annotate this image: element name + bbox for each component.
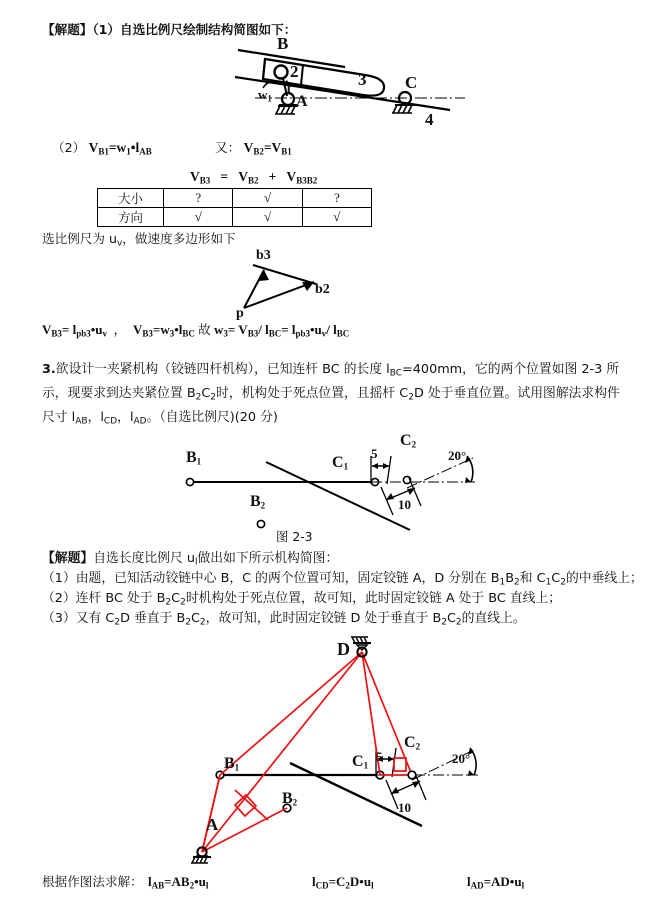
s1s4: 2 <box>560 577 566 588</box>
joint-B2 <box>257 520 264 527</box>
s1c: 和 C <box>519 571 546 586</box>
velocity-table <box>97 188 372 227</box>
ans2-rhs: =C <box>328 874 346 889</box>
label-A: A <box>296 93 308 110</box>
ans1-lhs-sub: AB <box>151 880 165 891</box>
figure-2-3-caption: 图 2-3 <box>276 529 313 544</box>
scale-note-head: 选比例尺为 u <box>42 231 117 246</box>
fig23-label-B1 <box>186 448 201 471</box>
big-C2-letter: C <box>404 734 416 751</box>
label-p: p <box>236 306 244 321</box>
problem-line1-tail: =400mm，它的两个位置如图 2-3 所示，现 <box>42 362 620 401</box>
angle-arc-arrow-bottom-big <box>468 770 474 776</box>
solution-head-label: 【解题】 <box>42 551 94 566</box>
problem-3-statement <box>42 360 632 431</box>
extline-10-left <box>381 487 393 515</box>
s3d: ，故可知，此时固定铰链 D 处于垂直于 B <box>205 611 442 626</box>
big-B2-letter: B <box>282 790 293 807</box>
big-dim-5: 5 <box>376 749 383 764</box>
cell-direction-3: √ <box>302 208 371 227</box>
p3-sub6: AD <box>133 415 147 426</box>
red-line-D-A <box>202 652 362 852</box>
ans1-tail-sub: l <box>205 880 209 891</box>
big-C1-sub: 1 <box>363 760 369 771</box>
solution-head-b: 做出如下所示机构简图： <box>197 551 339 566</box>
fig23-C1-letter: C <box>332 454 344 471</box>
label-b3: b3 <box>256 248 271 263</box>
s3s5: 2 <box>455 617 462 628</box>
label-link-1: 1 <box>285 82 292 97</box>
label-b2: b2 <box>315 282 330 297</box>
big-label-B2 <box>282 789 297 812</box>
velocity-polygon <box>228 248 378 316</box>
big-label-D: D <box>337 639 350 659</box>
dim5-arrow-left <box>372 463 378 469</box>
pivot-C-ground <box>392 105 415 113</box>
s1s3: 1 <box>545 577 552 588</box>
big-B1-letter: B <box>224 755 235 772</box>
answer-lcd <box>312 872 374 895</box>
fig23-C2-letter: C <box>400 432 412 449</box>
s1e: 的中垂线上； <box>565 571 643 586</box>
row-label-magnitude: 大小 <box>98 189 164 208</box>
eq-index: （2） <box>52 140 86 155</box>
equation-3: $V_{B3}=$ $l_{pb3}•u_v$ ， $V_{B3}=w_3•l_{BC}$ 故 $w_3= V_{B3}/$ $l_{BC}=$ $l_{pb3}•u_v/$ $l_{BC}$ <box>42 322 350 339</box>
p3-sub5: CD <box>103 415 118 426</box>
velocity-table-body <box>98 189 372 227</box>
fig23-B2-sub: 2 <box>260 500 266 511</box>
problem-line3a: l <box>100 409 104 425</box>
extline-10-left-big <box>386 780 398 809</box>
ans3-lhs: l <box>467 874 471 889</box>
dim5-arrow-right-big <box>388 756 394 762</box>
fig23-dim-10: 10 <box>398 497 411 512</box>
ans2-rhs-sub: 2 <box>345 880 350 891</box>
cell-direction-2: √ <box>233 208 302 227</box>
label-omega <box>258 85 272 108</box>
ans1-rhs: =AB <box>164 874 190 889</box>
p3-sub2: 2 <box>210 392 217 402</box>
scale-note <box>42 229 236 253</box>
answer-lad <box>467 872 524 895</box>
fig23-label-C1 <box>332 453 348 476</box>
big-label-A: A <box>206 815 219 834</box>
cell-magnitude-1: ? <box>164 189 233 208</box>
ans3-rhs: =AD•u <box>483 874 522 889</box>
s1s2: 2 <box>514 577 520 588</box>
table-row <box>98 208 372 227</box>
p3-sub4: AB <box>75 415 88 426</box>
angle-arc-arrow-bottom <box>465 477 471 483</box>
label-C: C <box>405 73 418 92</box>
label-B: B <box>277 34 289 53</box>
fig23-C1-sub: 1 <box>343 461 349 472</box>
s3s3: 2 <box>199 617 206 628</box>
s3s2: 2 <box>185 617 191 628</box>
big-dim-10: 10 <box>398 800 411 815</box>
omega-subscript: 1 <box>267 93 272 104</box>
problem-line2b: C <box>201 385 211 401</box>
problem-line1: 欲设计一夹紧机构（铰链四杆机构），已知连杆 BC 的长度 l <box>55 362 390 377</box>
s2a: （2）连杆 BC 处于 B <box>42 591 166 606</box>
big-label-C2 <box>404 733 420 756</box>
block-divider <box>301 65 303 85</box>
vector-p-b2 <box>244 282 314 308</box>
red-right-angle-marker-C <box>394 758 406 771</box>
ans2-lhs: l <box>312 874 316 889</box>
cell-magnitude-2: √ <box>233 189 302 208</box>
ans1-tail: •u <box>194 874 206 889</box>
problem-line2e: ， <box>87 409 101 425</box>
s1s1: 1 <box>499 577 506 588</box>
ans1-rhs-sub: 2 <box>189 880 195 891</box>
big-label-C1 <box>352 752 368 775</box>
answer-lab <box>148 872 208 895</box>
s2s1: 2 <box>165 597 172 608</box>
fig23-label-C2 <box>400 431 416 454</box>
fig23-B1-sub: 1 <box>196 456 202 467</box>
s3f: 的直线上。 <box>461 611 526 626</box>
ans2-tail: D•u <box>349 874 372 889</box>
extline-5-right <box>387 456 391 484</box>
p3-sub1: 2 <box>195 392 202 402</box>
cell-magnitude-3: ? <box>302 189 371 208</box>
scale-note-tail: ，做速度多边形如下 <box>122 231 236 246</box>
problem-line3b: ，l <box>117 409 134 425</box>
problem-line2a: 要求到达夹紧位置 B <box>80 385 196 401</box>
s1b: B <box>505 571 515 586</box>
joint-B1 <box>186 478 193 485</box>
equation-2-left: （2） $V_{B1}=w_1•l_{AB}$ <box>52 140 152 157</box>
s3s1: 2 <box>114 617 121 628</box>
s3a: （3）又有 C <box>42 611 115 626</box>
label-link-4: 4 <box>425 110 434 129</box>
red-line-D-B1-ext <box>220 652 362 775</box>
s1d: C <box>551 571 561 586</box>
problem-line1-sub: BC <box>389 368 403 379</box>
big-B2-sub: 2 <box>292 797 298 808</box>
fig23-B1-letter: B <box>186 449 197 466</box>
pivot-A-ground <box>275 105 298 114</box>
red-line-D-C2 <box>362 652 412 775</box>
s3c: C <box>190 611 200 626</box>
solution-head-sub: l <box>194 557 198 568</box>
s1a: （1）由题，已知活动铰链中心 B，C 的两个位置可知，固定铰链 A，D 分别在 B <box>42 571 500 586</box>
big-label-B1 <box>224 754 239 777</box>
label-link-3: 3 <box>358 70 367 89</box>
p3-sub3: 2 <box>408 392 414 402</box>
problem-number: 3. <box>42 362 56 377</box>
s2b: C <box>171 591 181 606</box>
equation-vector-sum: $V_{B3} = V_{B2} + V_{B3B2}$ <box>190 169 318 186</box>
gu-word: 故 <box>198 322 211 337</box>
ans1-lhs: l <box>148 874 152 889</box>
fig23-B2-letter: B <box>250 493 261 510</box>
problem-line2c: 时，机构处于死点位置，且摇杆 C <box>216 385 409 401</box>
label-link-2: 2 <box>290 62 299 81</box>
s2c: 时机构处于死点位置，故可知，此时固定铰链 A 处于 BC 直线上； <box>185 591 562 606</box>
problem-line2d: D 处于垂直位置。试用图解法求构件尺寸 l <box>42 385 620 425</box>
fig23-C2-sub: 2 <box>411 439 417 450</box>
dim5-arrow-right <box>383 463 389 469</box>
big-C2-sub: 2 <box>415 741 421 752</box>
big-angle-20: 20° <box>452 751 471 766</box>
joint-C2-big <box>408 771 416 779</box>
s3e: C <box>446 611 456 626</box>
s2s2: 2 <box>180 597 186 608</box>
scale-note-sub: v <box>116 238 123 249</box>
s3b: D 垂直于 B <box>120 611 186 626</box>
hinge-2 <box>275 66 288 79</box>
fig23-label-B2 <box>250 492 265 515</box>
block-end-left <box>263 59 265 79</box>
problem-line3c: 。（自选比例尺)(20 分) <box>146 409 278 425</box>
ans2-lhs-sub: CD <box>315 880 329 891</box>
cell-direction-1: √ <box>164 208 233 227</box>
fig23-angle-20: 20° <box>448 448 467 463</box>
equation-2-right: 又： $V_{B2}=V_{B1}$ <box>215 140 292 157</box>
you-word: 又： <box>215 140 241 155</box>
s3s4: 2 <box>441 617 447 628</box>
ans3-rhs-sub: l <box>521 880 525 891</box>
table-row <box>98 189 372 208</box>
mechanism-construction-diagram <box>180 630 500 865</box>
structure-schematic <box>225 32 475 132</box>
ans2-tail-sub: l <box>371 880 374 891</box>
fig23-dim-5: 5 <box>371 446 378 461</box>
row-label-direction: 方向 <box>98 208 164 227</box>
omega-letter: w <box>258 87 268 102</box>
section1-heading: 【解题】（1）自选比例尺绘制结构简图如下： <box>42 22 297 37</box>
solution-head-a: 自选长度比例尺 u <box>93 551 195 566</box>
big-B1-sub: 1 <box>234 762 240 773</box>
answer-lead: 根据作图法求解： <box>42 874 143 889</box>
big-C1-letter: C <box>352 753 364 770</box>
ans3-lhs-sub: AD <box>470 880 484 891</box>
